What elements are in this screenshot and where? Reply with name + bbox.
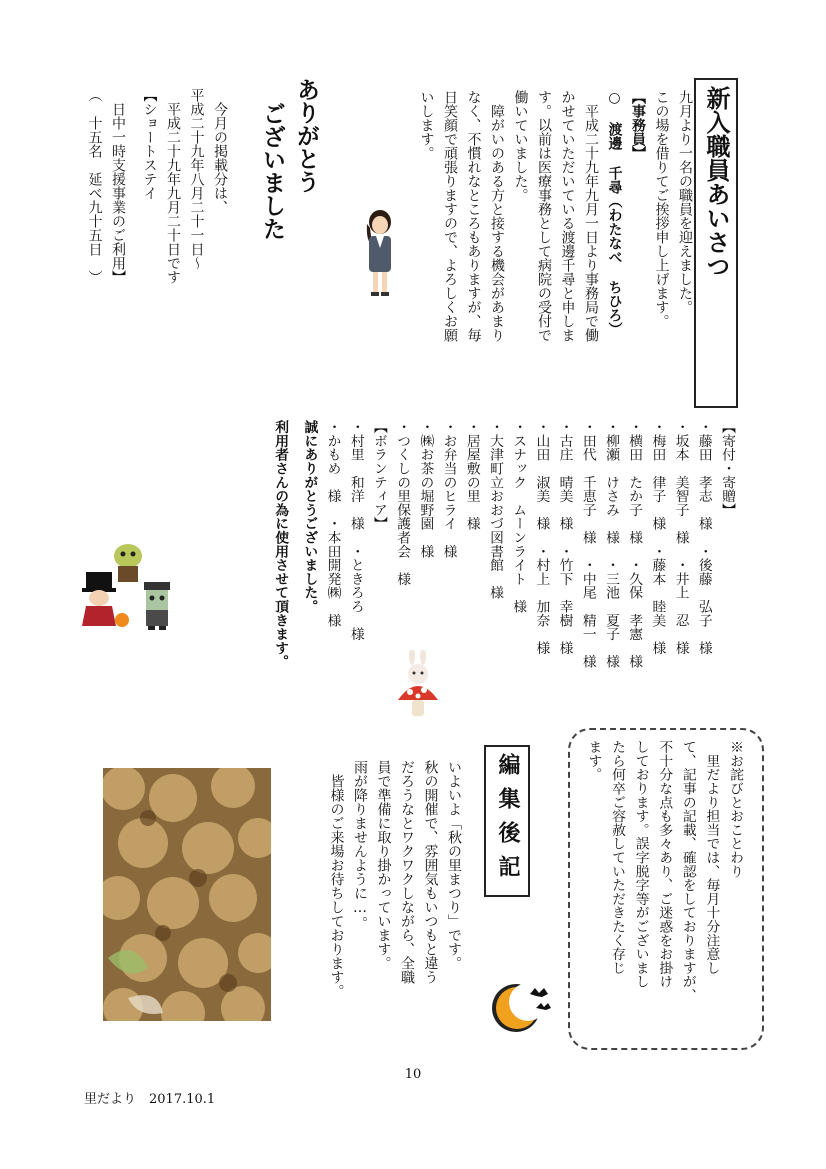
publication-footer: 里だより 2017.10.1 (84, 1092, 216, 1107)
thanks-title-line: ありがとう (293, 78, 320, 193)
donation-line: ・山田 淑美 様 ・村上 加奈 様 (533, 420, 550, 655)
editor-line: 皆様のご来場お待ちしております。 (328, 760, 345, 998)
new-staff-line: かせていただいている渡邊千尋と申しま (559, 90, 576, 342)
new-staff-line: 障がいのある方と接する機会があまり (489, 90, 505, 342)
new-staff-line: この場を借りてご挨拶申し上げます。 (653, 90, 670, 328)
donation-line: 【ボランティア】 (370, 420, 387, 531)
donations-section (228, 420, 738, 710)
editor-line: 秋の開催で、雰囲気もいつもと違う (422, 760, 439, 984)
halloween-monsters-icon (82, 540, 182, 632)
donation-line: ・田代 千恵子 様 ・中尾 精一 様 (579, 420, 596, 669)
donation-line: ・村里 和洋 様 ・ときろろ 様 (347, 420, 364, 641)
new-staff-title: 新入職員あいさつ (694, 78, 738, 408)
new-staff-line: 日笑顔で頑張りますので、よろしくお願 (442, 90, 458, 342)
donation-line: ・㈱お茶の堀野園 様 (417, 420, 434, 558)
editor-body (324, 760, 465, 1050)
donation-line: ・梅田 律子 様 ・藤本 睦美 様 (649, 420, 666, 655)
page-number: 10 (404, 1067, 422, 1082)
thanks-title (255, 78, 323, 368)
crescent-moon-bats-icon (490, 978, 560, 1038)
donation-line: ・横田 たか子 様 ・久保 孝憲 様 (626, 420, 643, 669)
editor-line: 雨が降りませんように…。 (352, 760, 368, 930)
donation-line: ・かもめ 様 ・本田開発㈱ 様 (324, 420, 341, 627)
new-staff-line: 九月より一名の職員を迎えました。 (677, 90, 693, 314)
apology-line: ※お詫びとおことわり (727, 740, 743, 878)
donation-line: ・柳瀬 けさみ 様 ・三池 夏子 様 (602, 420, 619, 669)
thanks-line: 【ショートステイ (141, 88, 158, 200)
chestnut-burrs-photo (103, 768, 271, 1021)
new-staff-line: なく、不慣れなところもありますが、毎 (465, 90, 482, 342)
donation-line: ・つくしの里保護者会 様 (394, 420, 411, 586)
new-staff-line: す。以前は医療事務として病院の受付で (536, 90, 552, 342)
new-staff-line: 【事務員】 (630, 90, 646, 160)
donation-line: ・居屋敷の里 様 (463, 420, 480, 531)
new-staff-line: 平成二十九年九月一日より事務局で働 (583, 90, 599, 342)
editor-line: 員で準備に取り掛かっています。 (375, 760, 392, 970)
donation-line: ・藤田 孝志 様 ・後藤 弘子 様 (695, 420, 712, 655)
thanks-line: 今月の掲載分は、 (212, 102, 228, 214)
donation-line: ・お弁当のヒライ 様 (440, 420, 457, 558)
new-staff-line: いします。 (418, 90, 435, 160)
donation-line: 利用者さんの為に使用させて頂きます。 (272, 420, 289, 669)
woman-staff-icon (358, 208, 402, 300)
thanks-line: 平成二十九年九月二十日です (165, 88, 181, 284)
donation-line: ・坂本 美智子 様 ・井上 忍 様 (672, 420, 689, 655)
new-staff-line: ○ 渡邊 千尋（わたなべ ちひろ） (606, 90, 623, 336)
editor-line: だろうなとワクワクしながら、全職 (399, 760, 415, 984)
donation-line: ・大津町立おおづ図書館 様 (486, 420, 503, 600)
apology-body (581, 740, 746, 1040)
donation-line: 誠にありがとうございました。 (301, 420, 318, 614)
thanks-line: 日中一時支援事業のご利用】 (110, 88, 126, 284)
thanks-line: 平成二十九年八月二十一日～ (188, 88, 205, 270)
apology-line: 不十分な点も多々あり、ご迷惑をお掛け (656, 740, 673, 989)
new-staff-body (414, 90, 696, 410)
donation-line: ・古庄 晴美 様 ・竹下 幸樹 様 (556, 420, 573, 655)
apology-line: て、記事の記載、確認をしておりますが、 (679, 740, 696, 1003)
editor-title: 編集後記 (484, 745, 530, 897)
thanks-line: （ 十五名 延べ九十五日 ） (86, 88, 103, 284)
thanks-body (82, 88, 231, 378)
rabbit-mushroom-icon (396, 650, 440, 720)
donation-line: 【寄付・寄贈】 (719, 420, 735, 517)
new-staff-line: 働いていました。 (512, 90, 529, 202)
apology-line: しております。誤字脱字等がございまし (632, 740, 649, 989)
donation-line: ・スナック ムーンライト 様 (510, 420, 527, 614)
thanks-title-line: ございました (259, 102, 286, 240)
apology-line: ます。 (585, 740, 602, 782)
editor-line: いよいよ「秋の里まつり」です。 (446, 760, 462, 970)
apology-line: 里だより担当では、毎月十分注意し (703, 740, 720, 975)
apology-line: たら何卒ご容赦していただきたく存じ (609, 740, 626, 975)
